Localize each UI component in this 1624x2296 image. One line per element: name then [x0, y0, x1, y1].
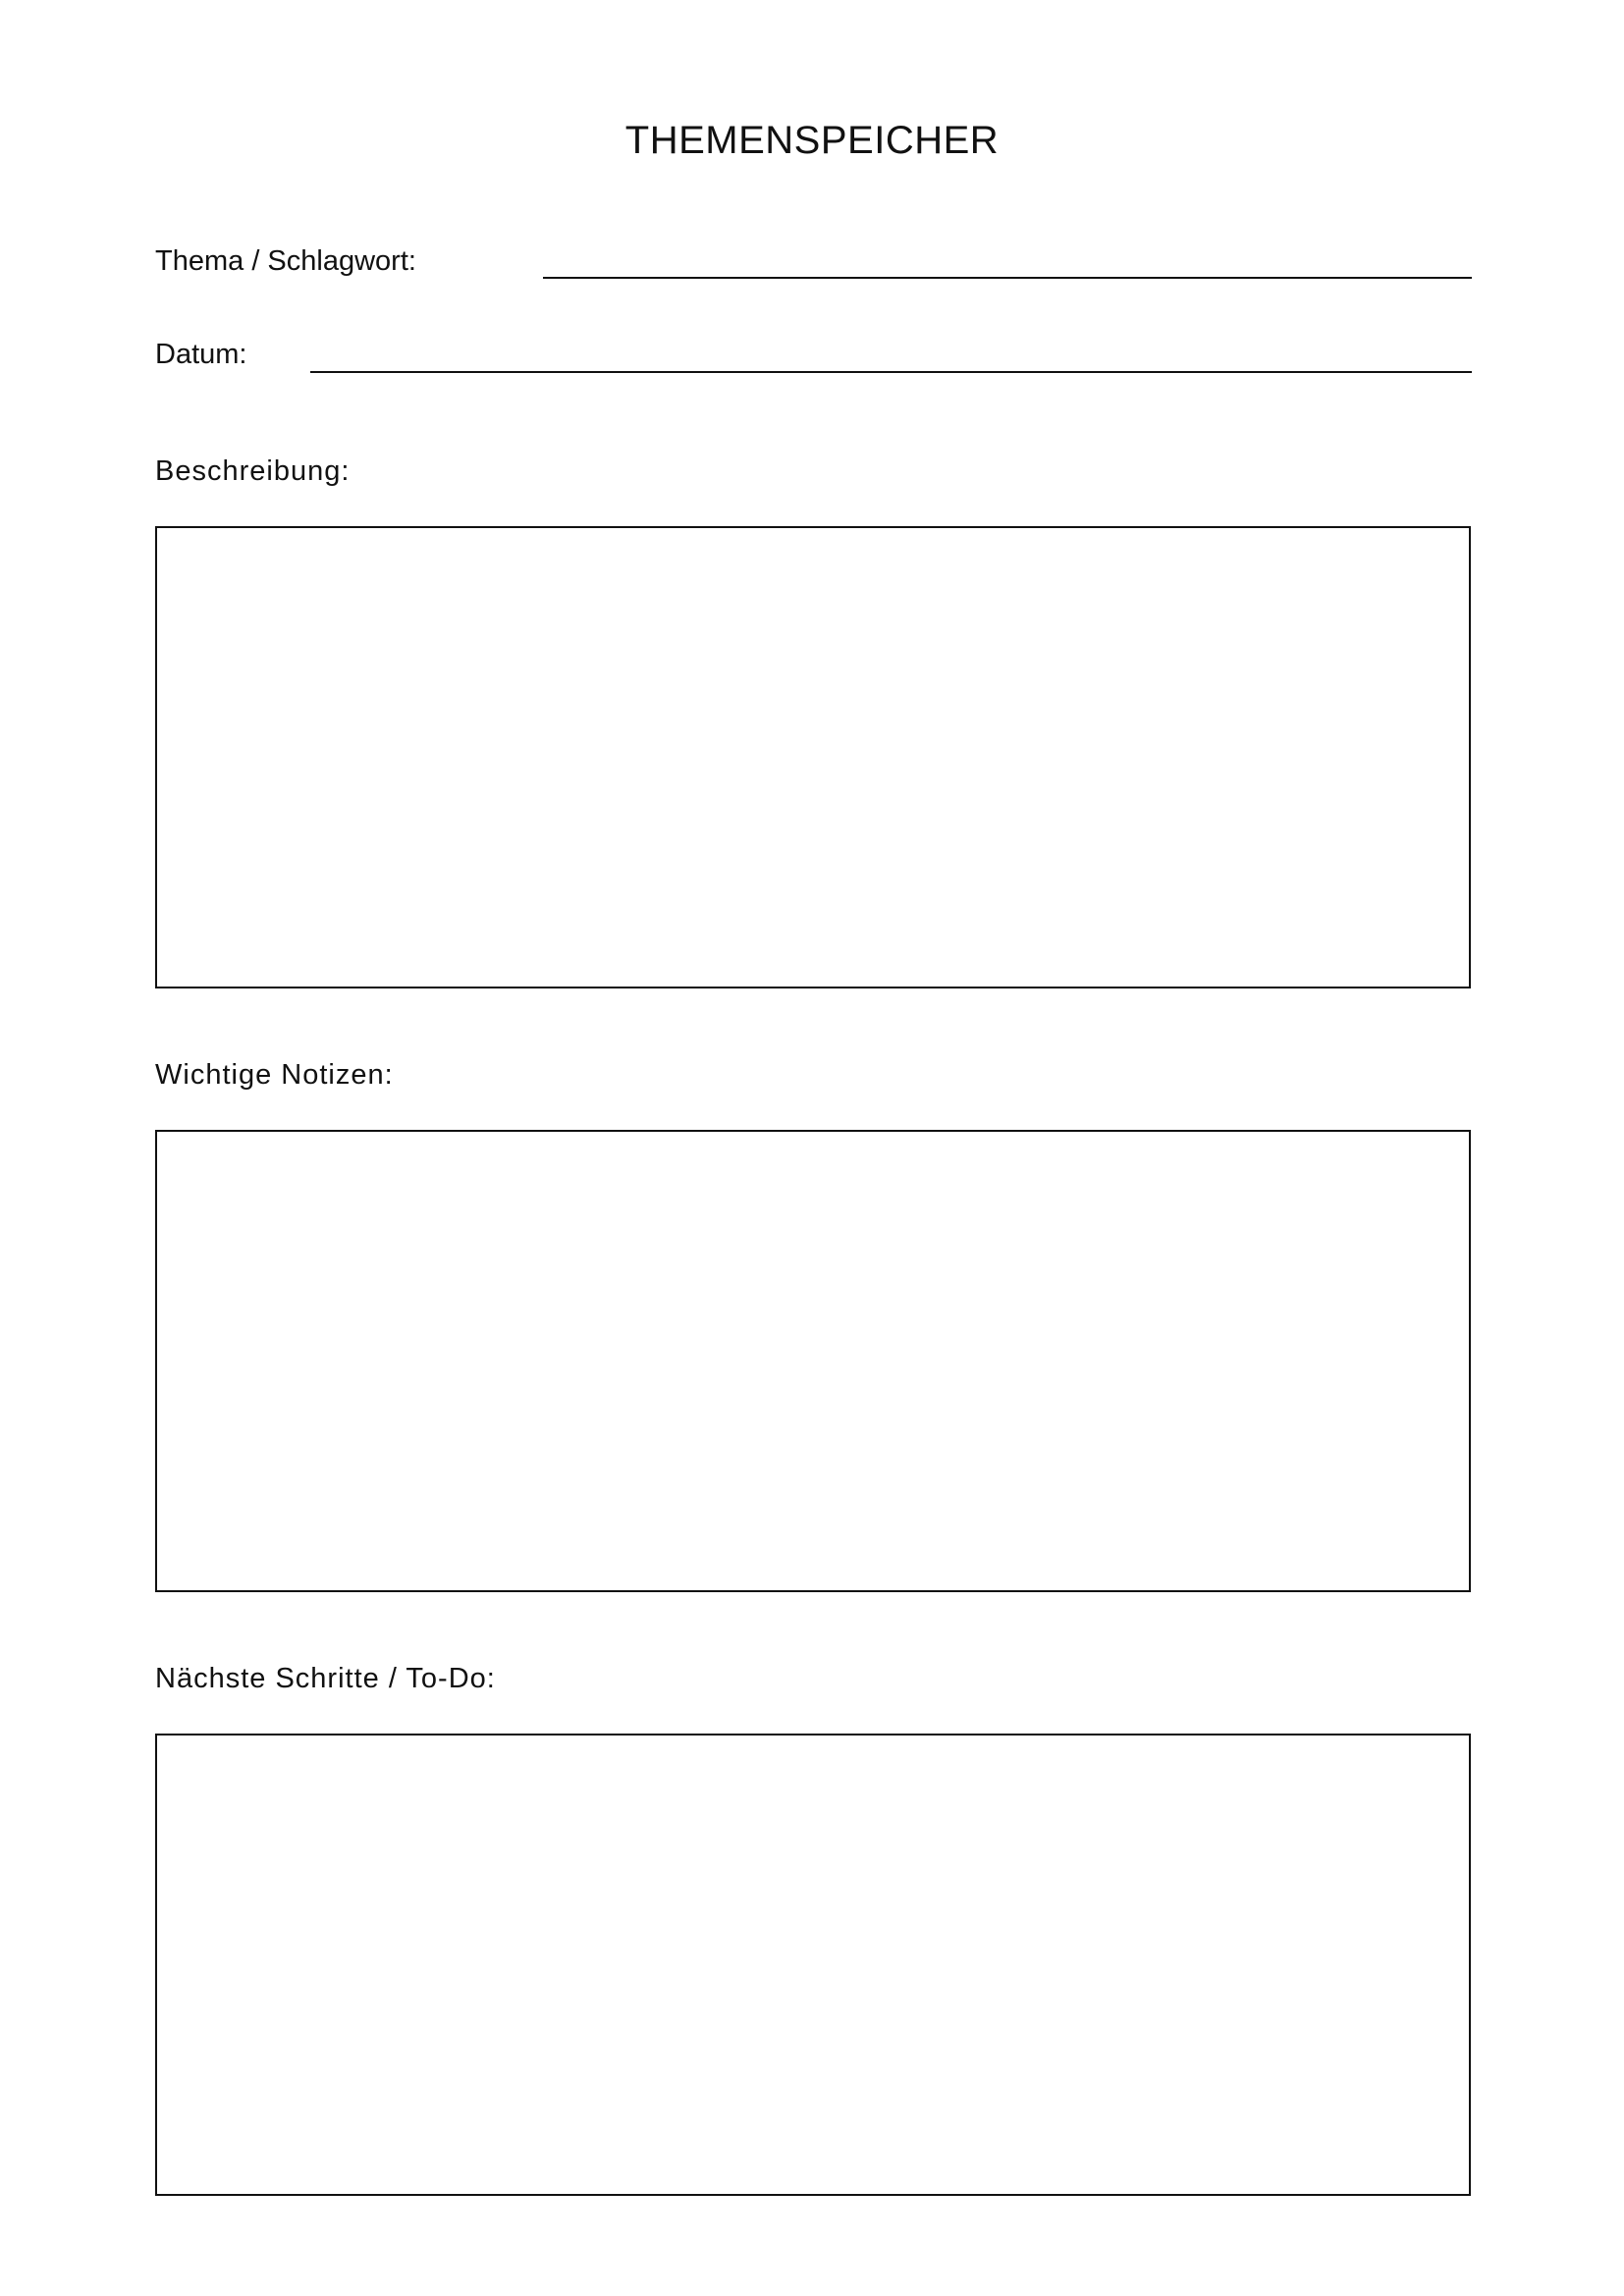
description-label: Beschreibung:: [155, 455, 351, 487]
next-steps-label: Nächste Schritte / To-Do:: [155, 1663, 496, 1694]
page-title: THEMENSPEICHER: [624, 119, 1000, 162]
notes-box[interactable]: [155, 1130, 1471, 1592]
notes-label: Wichtige Notizen:: [155, 1059, 394, 1091]
next-steps-box[interactable]: [155, 1734, 1471, 2196]
topic-label: Thema / Schlagwort:: [155, 245, 416, 277]
description-box[interactable]: [155, 526, 1471, 988]
date-input-line[interactable]: [310, 371, 1472, 373]
date-label: Datum:: [155, 339, 247, 370]
topic-input-line[interactable]: [543, 277, 1472, 279]
